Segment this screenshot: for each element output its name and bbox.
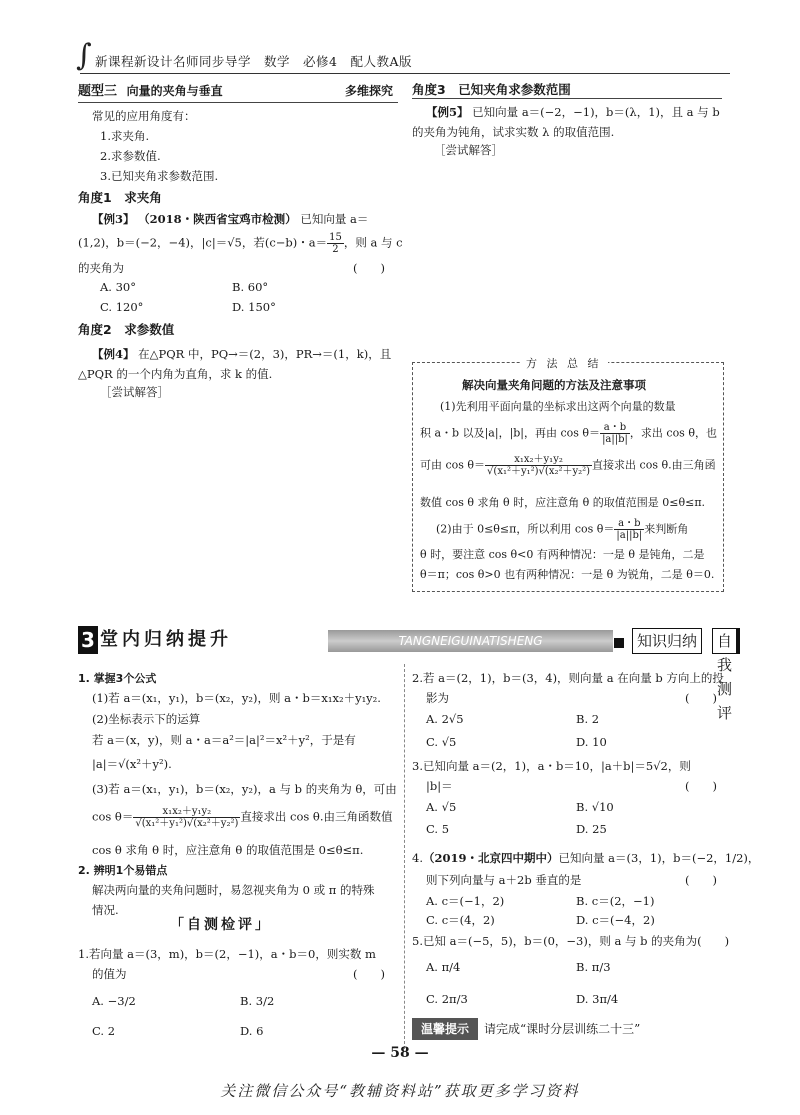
banner-tag-knowledge: 知识归纳	[632, 628, 702, 654]
footer-note: 关注微信公众号“教辅资料站”获取更多学习资料	[220, 1082, 580, 1100]
question4-option-a: A. c＝(−1，2)	[426, 894, 505, 908]
example5-label: 【例5】	[426, 105, 469, 119]
question4-option-b: B. c＝(2，−1)	[576, 894, 655, 908]
formula-1: (1)若 a＝(x₁，y₁)，b＝(x₂，y₂)，则 a・b＝x₁x₂＋y₁y₂.	[92, 691, 381, 705]
summary-p2-line1: (2)由于 0≤θ≤π，所以利用 cos θ＝ $\frac{a・b}{|a||b|}$ 来判断角	[436, 518, 689, 541]
question2-paren: ( )	[685, 691, 717, 705]
example3-option-d: D. 150°	[232, 300, 276, 314]
question1-line1: 1.若向量 a＝(3，m)，b＝(2，−1)，a・b＝0，则实数 m	[78, 947, 376, 961]
reminder-bar	[412, 1018, 722, 1040]
intro-text: 常见的应用角度有：	[92, 109, 196, 123]
question4-paren: ( )	[685, 873, 717, 887]
question1-option-a: A. −3/2	[92, 994, 136, 1008]
question1-option-d: D. 6	[240, 1024, 264, 1038]
question2-option-c: C. √5	[426, 735, 457, 749]
summary-heading: 解决向量夹角问题的方法及注意事项	[462, 378, 646, 392]
banner-number: 3	[78, 626, 98, 654]
page-number: — 58 —	[371, 1045, 429, 1061]
try-answer-left: ［尝试解答］	[100, 385, 169, 399]
question2-option-a: A. 2√5	[426, 712, 464, 726]
example3-line2	[78, 232, 403, 255]
intro-item-1: 1.求夹角.	[100, 129, 150, 143]
knowledge-heading-2: 2. 辨明1个易错点	[78, 864, 168, 877]
summary-fraction-3: $\frac{a・b}{|a||b|}$	[616, 518, 643, 541]
example5-line2: 的夹角为钝角，试求实数 λ 的取值范围.	[412, 125, 615, 139]
question4-line1: 4.（2019・北京四中期中）已知向量 a＝(3，1)，b＝(−2，1/2)，	[412, 851, 760, 865]
example3-line3: 的夹角为	[78, 261, 124, 275]
selftest-heading: 「自测检评」	[170, 917, 272, 933]
question3-line2: |b|＝	[426, 779, 453, 793]
summary-fraction-1: $\frac{a・b}{|a||b|}$	[602, 422, 628, 445]
example4-line1	[92, 346, 391, 362]
question2-line1: 2.若 a＝(2，1)，b＝(3，4)，则向量 a 在向量 b 方向上的投	[412, 671, 724, 685]
question5-option-c: C. 2π/3	[426, 992, 468, 1006]
formula-6: cos θ＝ $\frac{\text{x₁x₂＋y₁y₂}}{\text{√(x₁²＋y₁²)√(x₂²＋y₂²)}}$ 直接求出 cos θ.由三角函数值	[92, 806, 393, 829]
example3-option-b: B. 60°	[232, 280, 269, 294]
question5-line1: 5.已知 a＝(−5，5)，b＝(0，−3)，则 a 与 b 的夹角为( )	[412, 934, 730, 948]
example4-line2: △PQR 的一个内角为直角，求 k 的值.	[78, 367, 273, 381]
question2-line2: 影为	[426, 691, 449, 705]
knowledge-heading-1: 1. 掌握3个公式	[78, 672, 157, 685]
intro-item-2: 2.求参数值.	[100, 149, 161, 163]
question4-option-d: D. c＝(−4，2)	[576, 913, 655, 927]
method-summary-title: 方 法 总 结	[520, 355, 608, 371]
summary-p2-line2: θ 时，要注意 cos θ<0 有两种情况：一是 θ 是钝角，二是	[420, 548, 705, 561]
example3-option-c: C. 120°	[100, 300, 144, 314]
book-header: 新课程新设计名师同步导学 数学 必修4 配人教A版	[95, 54, 412, 69]
question4-source: （2019・北京四中期中）	[422, 851, 559, 865]
example3-text2b: ，则 a 与 c	[343, 235, 403, 250]
example3-answer-paren: ( )	[353, 261, 385, 275]
summary-p1-line1: (1)先利用平面向量的坐标求出这两个向量的数量	[440, 400, 676, 413]
formula-5: (3)若 a＝(x₁，y₁)，b＝(x₂，y₂)，a 与 b 的夹角为 θ，可由	[92, 782, 397, 796]
question4-line2: 则下列向量与 a＋2b 垂直的是	[426, 873, 582, 887]
example3-text1: 已知向量 a＝	[300, 212, 369, 226]
question3-option-c: C. 5	[426, 822, 450, 836]
try-answer-right: ［尝试解答］	[434, 143, 503, 157]
formula-7: cos θ 求角 θ 时，应注意角 θ 的取值范围是 0≤θ≤π.	[92, 843, 364, 857]
header-rule	[80, 73, 730, 74]
question5-option-a: A. π/4	[426, 960, 461, 974]
question3-option-d: D. 25	[576, 822, 607, 836]
summary-p1-line2: 积 a・b 以及|a|，|b|，再由 cos θ＝ $\frac{a・b}{|a||b|}$ ，求出 cos θ，也	[420, 422, 717, 445]
banner-pinyin: TANGNEIGUINATISHENG	[328, 630, 613, 652]
question3-line1: 3.已知向量 a＝(2，1)，a・b＝10，|a＋b|＝5√2，则	[412, 759, 691, 773]
angle3-rule	[412, 98, 722, 99]
formula-2: (2)坐标表示下的运算	[92, 712, 201, 726]
example3-text2a: (1,2)，b＝(−2，−4)，|c|＝√5，若(c−b)・a＝	[78, 235, 328, 250]
question3-option-a: A. √5	[426, 800, 457, 814]
angle3-heading: 角度3 已知夹角求参数范围	[412, 82, 571, 97]
example3-label: 【例3】	[92, 212, 135, 226]
section-heading	[78, 80, 398, 103]
question1-option-c: C. 2	[92, 1024, 116, 1038]
question2-option-d: D. 10	[576, 735, 607, 749]
summary-p1-line4: 数值 cos θ 求角 θ 时，应注意角 θ 的取值范围是 0≤θ≤π.	[420, 496, 706, 509]
question1-paren: ( )	[353, 967, 385, 981]
example3-line1	[92, 211, 368, 227]
reminder-label: 温馨提示	[412, 1018, 478, 1040]
example3-option-a: A. 30°	[100, 280, 136, 294]
section-tag: 多维探究	[344, 84, 393, 98]
decorative-bracket-icon: ∫	[76, 38, 92, 73]
example3-source: （2018・陕西省宝鸡市检测）	[138, 212, 297, 226]
section-label: 题型三	[78, 84, 118, 99]
summary-fraction-2: $\frac{\text{x₁x₂＋y₁y₂}}{\text{√(x₁²＋y₁²)√(x₂²＋y₂²)}}$	[487, 454, 591, 477]
banner-tag-selftest: 自我测评	[712, 628, 740, 654]
question5-option-b: B. π/3	[576, 960, 611, 974]
example5-text1: 已知向量 a＝(−2，−1)，b＝(λ，1)，且 a 与 b	[472, 105, 720, 119]
banner-square-icon	[614, 638, 624, 648]
question3-paren: ( )	[685, 779, 717, 793]
error-point-line1: 解决两向量的夹角问题时，易忽视夹角为 0 或 π 的特殊	[92, 883, 375, 897]
question1-option-b: B. 3/2	[240, 994, 275, 1008]
section-topic: 向量的夹角与垂直	[126, 84, 223, 98]
example4-text1: 在△PQR 中，PQ→＝(2，3)，PR→＝(1，k)，且	[138, 347, 392, 361]
formula-6-fraction: $\frac{\text{x₁x₂＋y₁y₂}}{\text{√(x₁²＋y₁²)√(x₂²＋y₂²)}}$	[135, 806, 239, 829]
question3-option-b: B. √10	[576, 800, 614, 814]
question1-line2: 的值为	[92, 967, 127, 981]
error-point-line2: 情况.	[92, 903, 119, 917]
intro-item-3: 3.已知夹角求参数范围.	[100, 169, 219, 183]
column-divider	[404, 664, 406, 1049]
reminder-text: 请完成“课时分层训练二十三”	[484, 1022, 641, 1036]
question2-option-b: B. 2	[576, 712, 600, 726]
formula-3: 若 a＝(x，y)，则 a・a＝a²＝|a|²＝x²＋y²，于是有	[92, 733, 356, 747]
formula-4: |a|＝√(x²＋y²).	[92, 757, 172, 771]
example4-label: 【例4】	[92, 347, 135, 361]
example3-fraction: $\frac{15}{2}$	[329, 232, 342, 255]
banner-title: 堂内归纳提升	[100, 629, 232, 650]
question5-option-d: D. 3π/4	[576, 992, 619, 1006]
angle2-heading: 角度2 求参数值	[78, 322, 175, 337]
summary-p1-line3: 可由 cos θ＝ $\frac{\text{x₁x₂＋y₁y₂}}{\text{√(x₁²＋y₁²)√(x₂²＋y₂²)}}$ 直接求出 cos θ.由三角函	[420, 454, 716, 477]
question4-option-c: C. c＝(4，2)	[426, 913, 495, 927]
summary-p2-line3: θ＝π；cos θ>0 也有两种情况：一是 θ 为锐角，二是 θ＝0.	[420, 568, 715, 581]
example5-line1	[426, 104, 720, 120]
angle1-heading: 角度1 求夹角	[78, 190, 162, 205]
